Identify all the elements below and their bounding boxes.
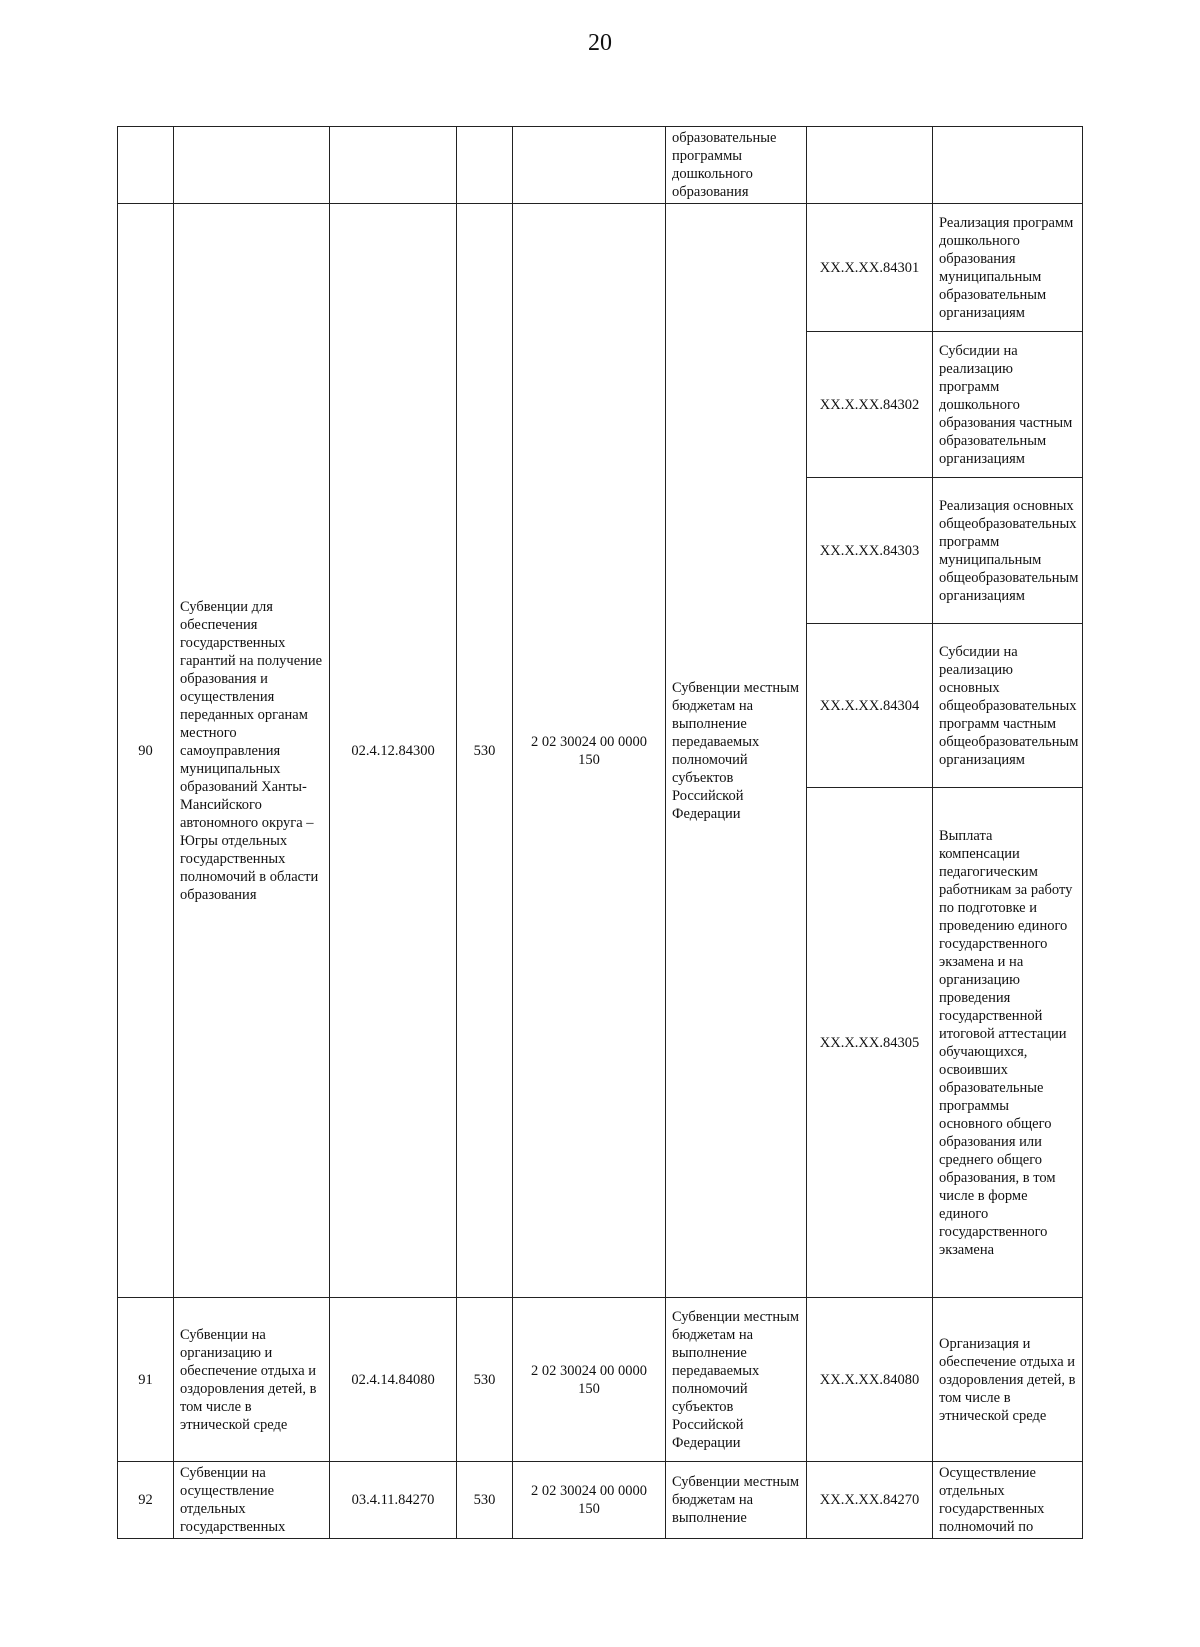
kbk-name-cell: Субвенции местным бюджетам на выполнение	[666, 1462, 807, 1539]
kbk-cell: 2 02 30024 00 0000 150	[513, 1298, 666, 1462]
kvr-cell: 530	[457, 204, 513, 1298]
sub-code-cell: XX.X.XX.84270	[807, 1462, 933, 1539]
description-cell: Субвенции для обеспечения государственных гарантий на получение образования и осуществления переданных органам местного самоуправления муниципальных образований Ханты-Мансийского автономного округа – Югры отдельных государственных полномочий в области образования	[174, 204, 330, 1298]
code-cell: 02.4.12.84300	[330, 204, 457, 1298]
description-cell	[174, 127, 330, 204]
code-cell: 03.4.11.84270	[330, 1462, 457, 1539]
table-row	[118, 1298, 1083, 1462]
table-row	[118, 1462, 1083, 1539]
sub-code-cell: XX.X.XX.84302	[807, 332, 933, 478]
sub-name-cell: Субсидии на реализацию основных общеобразовательных программ частным общеобразовательным организациям	[933, 624, 1083, 788]
table-row	[118, 127, 1083, 204]
sub-code-cell: XX.X.XX.84301	[807, 204, 933, 332]
kbk-name-cell: Субвенции местным бюджетам на выполнение передаваемых полномочий субъектов Российской Федерации	[666, 204, 807, 1298]
kbk-cell: 2 02 30024 00 0000 150	[513, 204, 666, 1298]
code-cell	[330, 127, 457, 204]
page-number: 20	[588, 30, 612, 56]
sub-name-cell	[933, 127, 1083, 204]
description-cell: Субвенции на организацию и обеспечение отдыха и оздоровления детей, в том числе в этнической среде	[174, 1298, 330, 1462]
kbk-name-cell: Субвенции местным бюджетам на выполнение передаваемых полномочий субъектов Российской Федерации	[666, 1298, 807, 1462]
sub-name-cell: Реализация программ дошкольного образования муниципальным образовательным организациям	[933, 204, 1083, 332]
num-cell	[118, 127, 174, 204]
code-cell: 02.4.14.84080	[330, 1298, 457, 1462]
num-cell: 92	[118, 1462, 174, 1539]
sub-code-cell: XX.X.XX.84304	[807, 624, 933, 788]
sub-code-cell: XX.X.XX.84305	[807, 788, 933, 1298]
description-cell: Субвенции на осуществление отдельных государственных	[174, 1462, 330, 1539]
num-cell: 91	[118, 1298, 174, 1462]
kbk-cell	[513, 127, 666, 204]
kvr-cell: 530	[457, 1462, 513, 1539]
sub-name-cell: Организация и обеспечение отдыха и оздоровления детей, в том числе в этнической среде	[933, 1298, 1083, 1462]
sub-name-cell: Выплата компенсации педагогическим работникам за работу по подготовке и проведению единого государственного экзамена и на организацию проведения государственной итоговой аттестации обучающихся, освоивших образовательные программы основного общего образования или среднего общего образования, в том числе в форме единого государственного экзамена	[933, 788, 1083, 1298]
sub-code-cell	[807, 127, 933, 204]
table-row	[118, 204, 1083, 332]
sub-code-cell: XX.X.XX.84080	[807, 1298, 933, 1462]
kvr-cell	[457, 127, 513, 204]
sub-code-cell: XX.X.XX.84303	[807, 478, 933, 624]
kbk-cell: 2 02 30024 00 0000 150	[513, 1462, 666, 1539]
kbk-name-cell: образовательные программы дошкольного образования	[666, 127, 807, 204]
budget-table	[117, 126, 1083, 1539]
sub-name-cell: Осуществление отдельных государственных полномочий по	[933, 1462, 1083, 1539]
kvr-cell: 530	[457, 1298, 513, 1462]
sub-name-cell: Субсидии на реализацию программ дошкольного образования частным образовательным организациям	[933, 332, 1083, 478]
num-cell: 90	[118, 204, 174, 1298]
sub-name-cell: Реализация основных общеобразовательных программ муниципальным общеобразовательным организациям	[933, 478, 1083, 624]
